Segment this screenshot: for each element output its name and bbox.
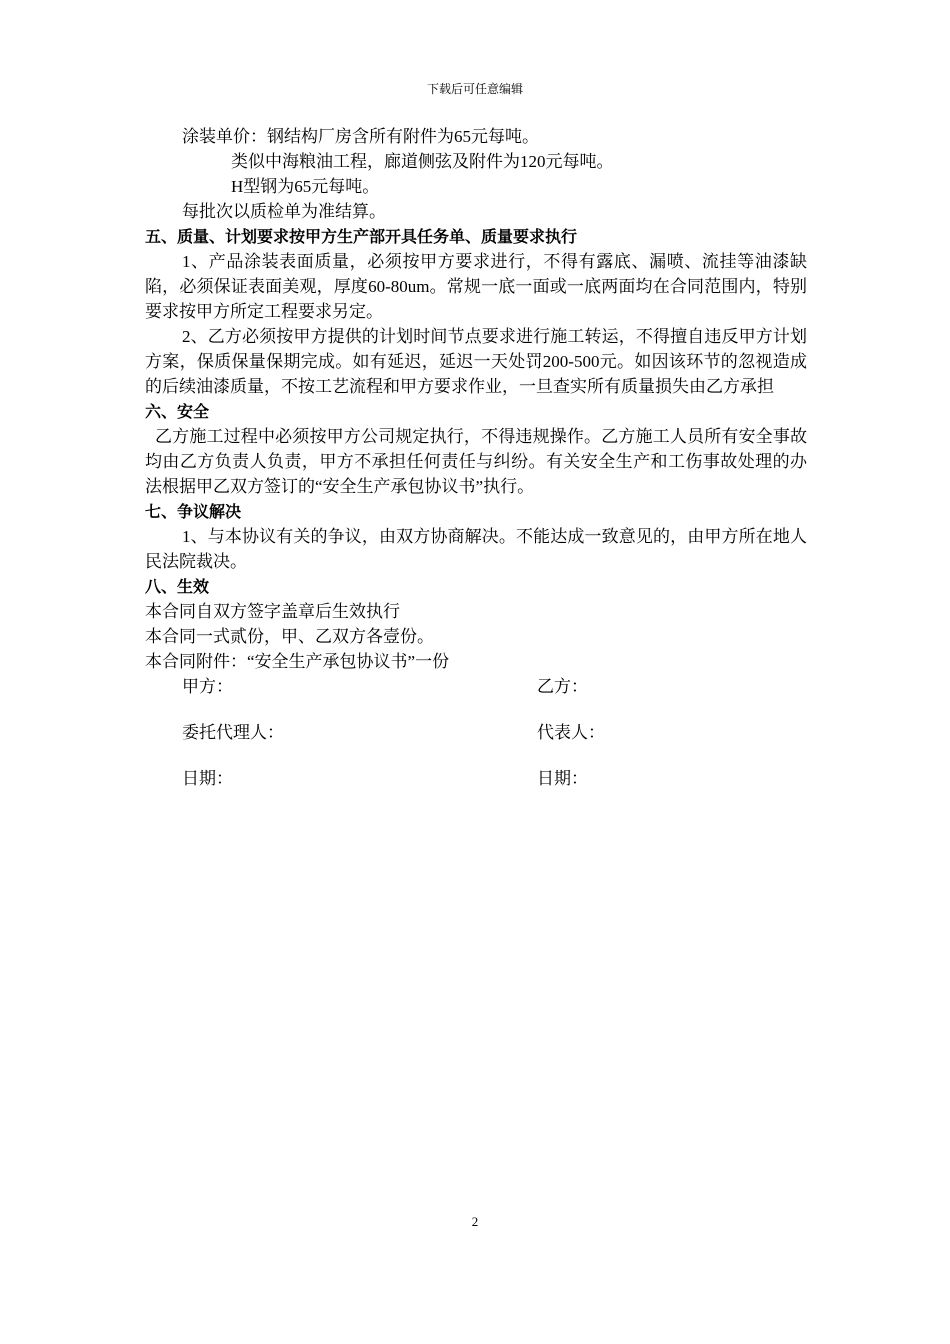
party-b-label: 乙方： — [537, 677, 588, 696]
section-7-paragraph: 1、与本协议有关的争议，由双方协商解决。不能达成一致意见的，由甲方所在地人民法院裁决。 — [145, 527, 807, 571]
section-5-heading: 五、质量、计划要求按甲方生产部开具任务单、质量要求执行 — [145, 227, 578, 246]
section-8-line-1: 本合同自双方签字盖章后生效执行 — [145, 602, 400, 621]
signature-row-parties — [145, 674, 807, 720]
header-note: 下载后可任意编辑 — [426, 82, 523, 96]
pricing-line-1: 涂装单价：钢结构厂房含所有附件为65元每吨。 — [182, 127, 539, 146]
pricing-line-3: H型钢为65元每吨。 — [231, 177, 380, 196]
agent-label: 委托代理人： — [182, 723, 284, 742]
section-8-line-2: 本合同一式贰份，甲、乙双方各壹份。 — [145, 627, 434, 646]
signature-row-agents — [145, 720, 807, 766]
section-7-heading: 七、争议解决 — [145, 502, 242, 521]
section-8-line-3: 本合同附件：“安全生产承包协议书”一份 — [145, 652, 450, 671]
section-6-paragraph: 乙方施工过程中必须按甲方公司规定执行，不得违规操作。乙方施工人员所有安全事故均由乙方负责人负责，甲方不承担任何责任与纠纷。有关安全生产和工伤事故处理的办法根据甲乙双方签订的“安全生产承包协议书”执行。 — [145, 427, 807, 496]
page-number: 2 — [471, 1214, 479, 1229]
section-6-heading: 六、安全 — [145, 402, 210, 421]
document-body — [145, 124, 807, 812]
section-5-paragraph-2: 2、乙方必须按甲方提供的计划时间节点要求进行施工转运，不得擅自违反甲方计划方案，保质保量保期完成。如有延迟，延迟一天处罚200-500元。如因该环节的忽视造成的后续油漆质量，不按工艺流程和甲方要求作业，一旦查实所有质量损失由乙方承担 — [145, 327, 807, 396]
date-a-label: 日期： — [182, 769, 233, 788]
party-a-label: 甲方： — [182, 677, 233, 696]
pricing-line-2: 类似中海粮油工程，廊道侧弦及附件为120元每吨。 — [231, 152, 614, 171]
date-b-label: 日期： — [537, 769, 588, 788]
signature-row-dates — [145, 766, 807, 812]
section-5-paragraph-1: 1、产品涂装表面质量，必须按甲方要求进行，不得有露底、漏喷、流挂等油漆缺陷，必须保证表面美观，厚度60-80um。常规一底一面或一底两面均在合同范围内，特别要求按甲方所定工程要求另定。 — [145, 252, 807, 321]
pricing-line-4: 每批次以质检单为准结算。 — [182, 202, 386, 221]
section-8-heading: 八、生效 — [145, 577, 210, 596]
representative-label: 代表人： — [537, 723, 605, 742]
